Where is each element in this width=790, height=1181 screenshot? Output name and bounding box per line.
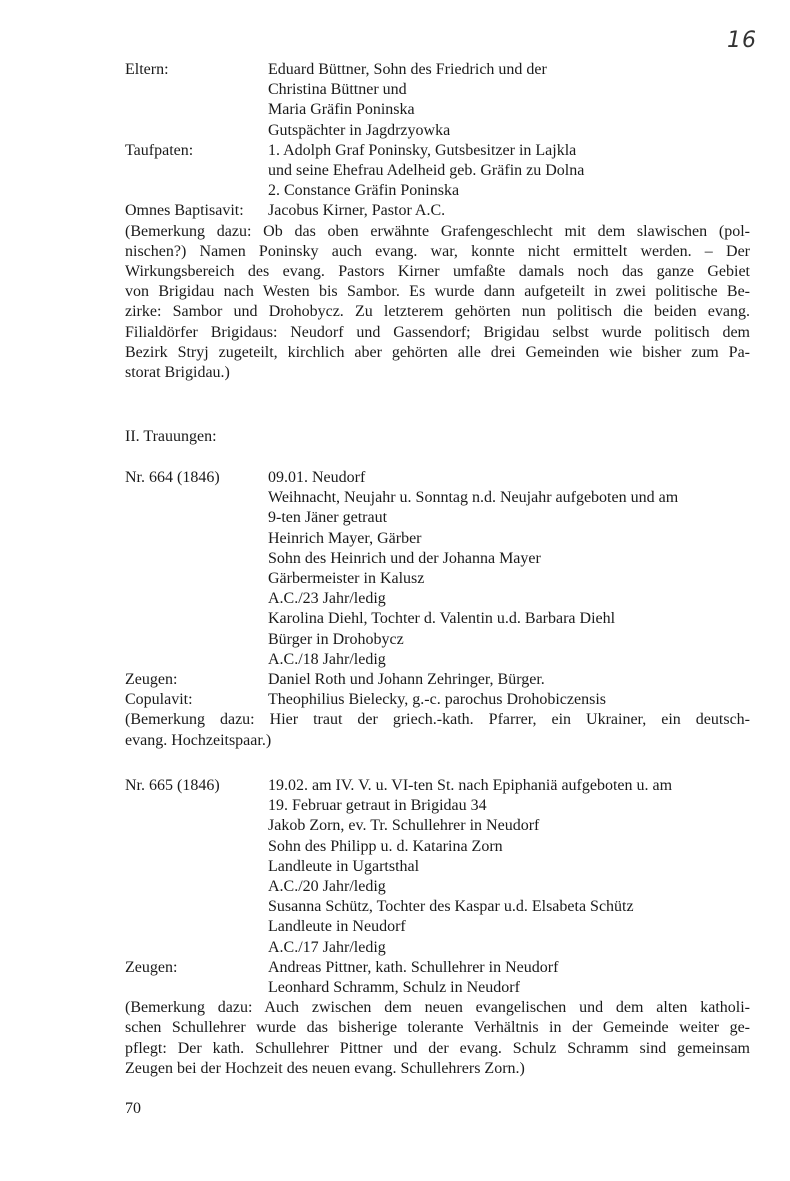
remark-line: (Bemerkung dazu: Auch zwischen dem neuen evangelischen und dem alten katholi-	[125, 999, 750, 1017]
godparents-value	[268, 141, 750, 202]
baptizer-value: Jacobus Kirner, Pastor A.C.	[268, 202, 446, 220]
remark-line: (Bemerkung dazu: Hier traut der griech.-kath. Pfarrer, ein Ukrainer, ein deutsch-	[125, 711, 750, 729]
remark-line: pflegt: Der kath. Schullehrer Pittner und der evang. Schulz Schramm sind gemeinsam	[125, 1039, 750, 1057]
marriage-entry-664	[125, 468, 750, 751]
detail-line: Weihnacht, Neujahr u. Sonntag n.d. Neujahr aufgeboten und am	[268, 489, 679, 507]
parents-line: Eduard Büttner, Sohn des Friedrich und der	[268, 61, 547, 78]
detail-line: A.C./23 Jahr/ledig	[268, 590, 386, 608]
godparents-line: und seine Ehefrau Adelheid geb. Gräfin zu Dolna	[268, 162, 585, 180]
remark-line: (Bemerkung dazu: Ob das oben erwähnte Grafengeschlecht mit dem slawischen (pol-	[125, 222, 750, 240]
detail-line: Landleute in Neudorf	[268, 918, 406, 936]
parents-line: Christina Büttner und	[268, 81, 407, 99]
section-title: II. Trauungen:	[125, 428, 217, 445]
marriage-details	[268, 776, 750, 958]
witness-label: Zeugen:	[125, 671, 178, 689]
marriage-main-row	[125, 468, 750, 670]
marriage-details	[268, 468, 750, 670]
remark-line: zirke: Sambor und Drohobycz. Zu letzterem gehörten nun politisch die beiden evang.	[125, 303, 750, 321]
page-number: 70	[125, 1100, 141, 1117]
godparents-row	[125, 141, 750, 202]
detail-line: 19. Februar getraut in Brigidau 34	[268, 797, 487, 815]
parents-row	[125, 60, 750, 141]
baptism-remark	[125, 222, 750, 384]
detail-line: Karolina Diehl, Tochter d. Valentin u.d. Barbara Diehl	[268, 610, 616, 628]
parents-label: Eltern:	[125, 61, 169, 78]
detail-line: Gärbermeister in Kalusz	[268, 570, 425, 588]
detail-line: Jakob Zorn, ev. Tr. Schullehrer in Neudorf	[268, 817, 540, 835]
remark-line: Zeugen bei der Hochzeit des neuen evang. Schullehrers Zorn.)	[125, 1059, 525, 1077]
detail-line: A.C./18 Jahr/ledig	[268, 650, 386, 668]
detail-line: Bürger in Drohobycz	[268, 630, 404, 648]
remark-line: Bezirk Stryj zugeteilt, kirchlich aber gehörten alle drei Gemeinden wie bisher zum Pa-	[125, 343, 750, 361]
witness-value	[268, 958, 750, 998]
detail-line: Sohn des Heinrich und der Johanna Mayer	[268, 549, 541, 567]
marriage-number: Nr. 664 (1846)	[125, 469, 220, 486]
remark-line: nischen?) Namen Poninsky auch evang. war, konnte nicht ermittelt werden. – Der	[125, 242, 750, 260]
baptizer-row	[125, 201, 750, 221]
detail-line: 09.01. Neudorf	[268, 469, 366, 486]
witness-row	[125, 670, 750, 690]
copulavit-label: Copulavit:	[125, 691, 193, 709]
detail-line: A.C./17 Jahr/ledig	[268, 938, 386, 956]
godparents-line: 1. Adolph Graf Poninsky, Gutsbesitzer in Lajkla	[268, 141, 577, 159]
baptizer-label: Omnes Baptisavit:	[125, 202, 244, 220]
marriage-entry-665	[125, 776, 750, 1079]
witness-label: Zeugen:	[125, 958, 178, 976]
godparents-label: Taufpaten:	[125, 141, 194, 159]
marriage-number: Nr. 665 (1846)	[125, 777, 220, 794]
marriage-remark	[125, 998, 750, 1079]
parents-line: Maria Gräfin Poninska	[268, 101, 415, 119]
parents-value	[268, 60, 750, 141]
witness-line: Daniel Roth und Johann Zehringer, Bürger.	[268, 671, 545, 689]
parents-line: Gutspächter in Jagdrzyowka	[268, 121, 451, 139]
detail-line: 9-ten Jäner getraut	[268, 509, 388, 527]
copulavit-value: Theophilius Bielecky, g.-c. parochus Drohobiczensis	[268, 691, 606, 709]
remark-line: evang. Hochzeitspaar.)	[125, 731, 272, 749]
remark-line: schen Schullehrer wurde das bisherige tolerante Verhältnis in der Gemeinde weiter ge-	[125, 1019, 750, 1037]
detail-line: A.C./20 Jahr/ledig	[268, 878, 386, 896]
marriage-main-row	[125, 776, 750, 958]
detail-line: Heinrich Mayer, Gärber	[268, 529, 422, 547]
marriage-remark	[125, 710, 750, 750]
remark-line: Filialdörfer Brigidaus: Neudorf und Gassendorf; Brigidau selbst wurde politisch dem	[125, 323, 750, 341]
baptism-entry	[125, 60, 750, 383]
witness-line: Leonhard Schramm, Schulz in Neudorf	[268, 979, 520, 997]
detail-line: Sohn des Philipp u. d. Katarina Zorn	[268, 837, 503, 855]
remark-line: von Brigidau nach Westen bis Sambor. Es wurde dann aufgeteilt in zwei politische Be-	[125, 283, 750, 301]
detail-line: Susanna Schütz, Tochter des Kaspar u.d. Elsabeta Schütz	[268, 898, 634, 916]
remark-line: Wirkungsbereich des evang. Pastors Kirner umfaßte damals noch das ganze Gebiet	[125, 263, 750, 281]
handwritten-page-mark: 16	[727, 28, 757, 53]
detail-line: Landleute in Ugartsthal	[268, 857, 420, 875]
remark-line: storat Brigidau.)	[125, 364, 230, 382]
godparents-line: 2. Constance Gräfin Poninska	[268, 182, 460, 200]
witness-row	[125, 958, 750, 998]
detail-line: 19.02. am IV. V. u. VI-ten St. nach Epiphaniä aufgeboten u. am	[268, 777, 673, 794]
copulavit-row	[125, 690, 750, 710]
witness-value	[268, 670, 750, 690]
witness-line: Andreas Pittner, kath. Schullehrer in Neudorf	[268, 958, 559, 976]
